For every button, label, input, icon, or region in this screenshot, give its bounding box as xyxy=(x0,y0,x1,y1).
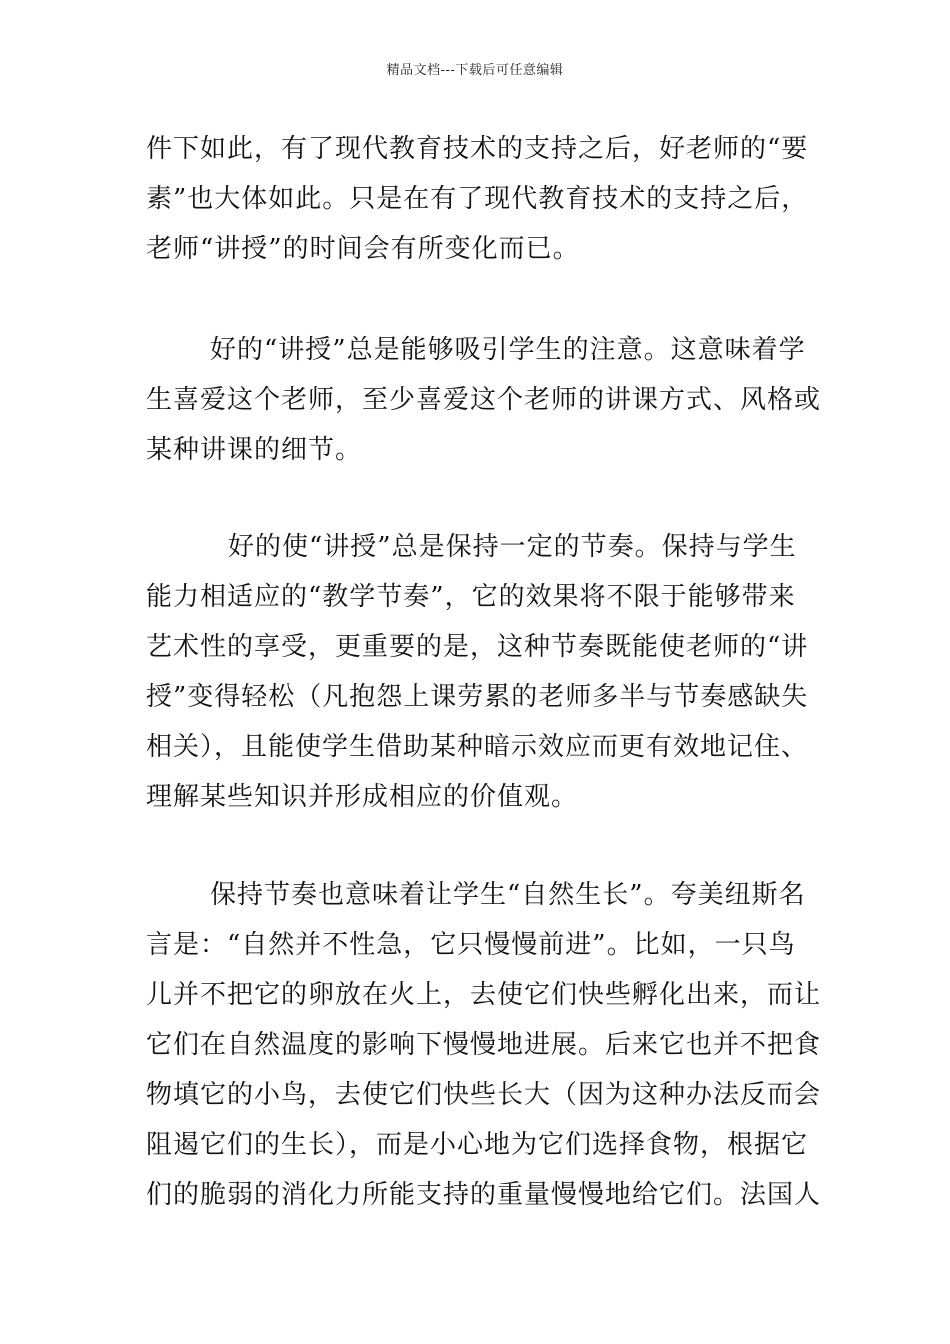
paragraph-2-line-3: 某种讲课的细节。 xyxy=(146,435,363,465)
paragraph-4-line-1: 保持节奏也意味着让学生“自然生长”。夸美纽斯名 xyxy=(210,880,806,910)
paragraph-3-line-4: 授”变得轻松（凡抱怨上课劳累的老师多半与节奏感缺失 xyxy=(146,682,809,712)
paragraph-3-line-6: 理解某些知识并形成相应的价值观。 xyxy=(146,782,579,812)
paragraph-3-line-1: 好的使“讲授”总是保持一定的节奏。保持与学生 xyxy=(228,532,797,562)
paragraph-1-line-2: 素”也大体如此。只是在有了现代教育技术的支持之后， xyxy=(146,184,809,214)
paragraph-3-line-5: 相关），且能使学生借助某种暗示效应而更有效地记住、 xyxy=(146,732,809,762)
paragraph-3-line-3: 艺术性的享受，更重要的是，这种节奏既能使老师的“讲 xyxy=(146,632,809,662)
paragraph-4-line-7: 们的脆弱的消化力所能支持的重量慢慢地给它们。法国人 xyxy=(146,1180,822,1210)
paragraph-4-line-2: 言是：“自然并不性急，它只慢慢前进”。比如，一只鸟 xyxy=(146,930,796,960)
paragraph-3-line-2: 能力相适应的“教学节奏”，它的效果将不限于能够带来 xyxy=(146,582,796,612)
page-header: 精品文档---下载后可任意编辑 xyxy=(386,63,564,78)
paragraph-1-line-1: 件下如此，有了现代教育技术的支持之后，好老师的“要 xyxy=(146,134,809,164)
paragraph-1-line-3: 老师“讲授”的时间会有所变化而已。 xyxy=(146,234,580,264)
paragraph-4-line-3: 儿并不把它的卵放在火上，去使它们快些孵化出来，而让 xyxy=(146,980,822,1010)
paragraph-4-line-4: 它们在自然温度的影响下慢慢地进展。后来它也并不把食 xyxy=(146,1030,822,1060)
paragraph-2-line-1: 好的“讲授”总是能够吸引学生的注意。这意味着学 xyxy=(210,335,806,365)
paragraph-4-line-6: 阻遏它们的生长），而是小心地为它们选择食物，根据它 xyxy=(146,1130,809,1160)
paragraph-2-line-2: 生喜爱这个老师，至少喜爱这个老师的讲课方式、风格或 xyxy=(146,385,822,415)
paragraph-4-line-5: 物填它的小鸟，去使它们快些长大（因为这种办法反而会 xyxy=(146,1080,822,1110)
